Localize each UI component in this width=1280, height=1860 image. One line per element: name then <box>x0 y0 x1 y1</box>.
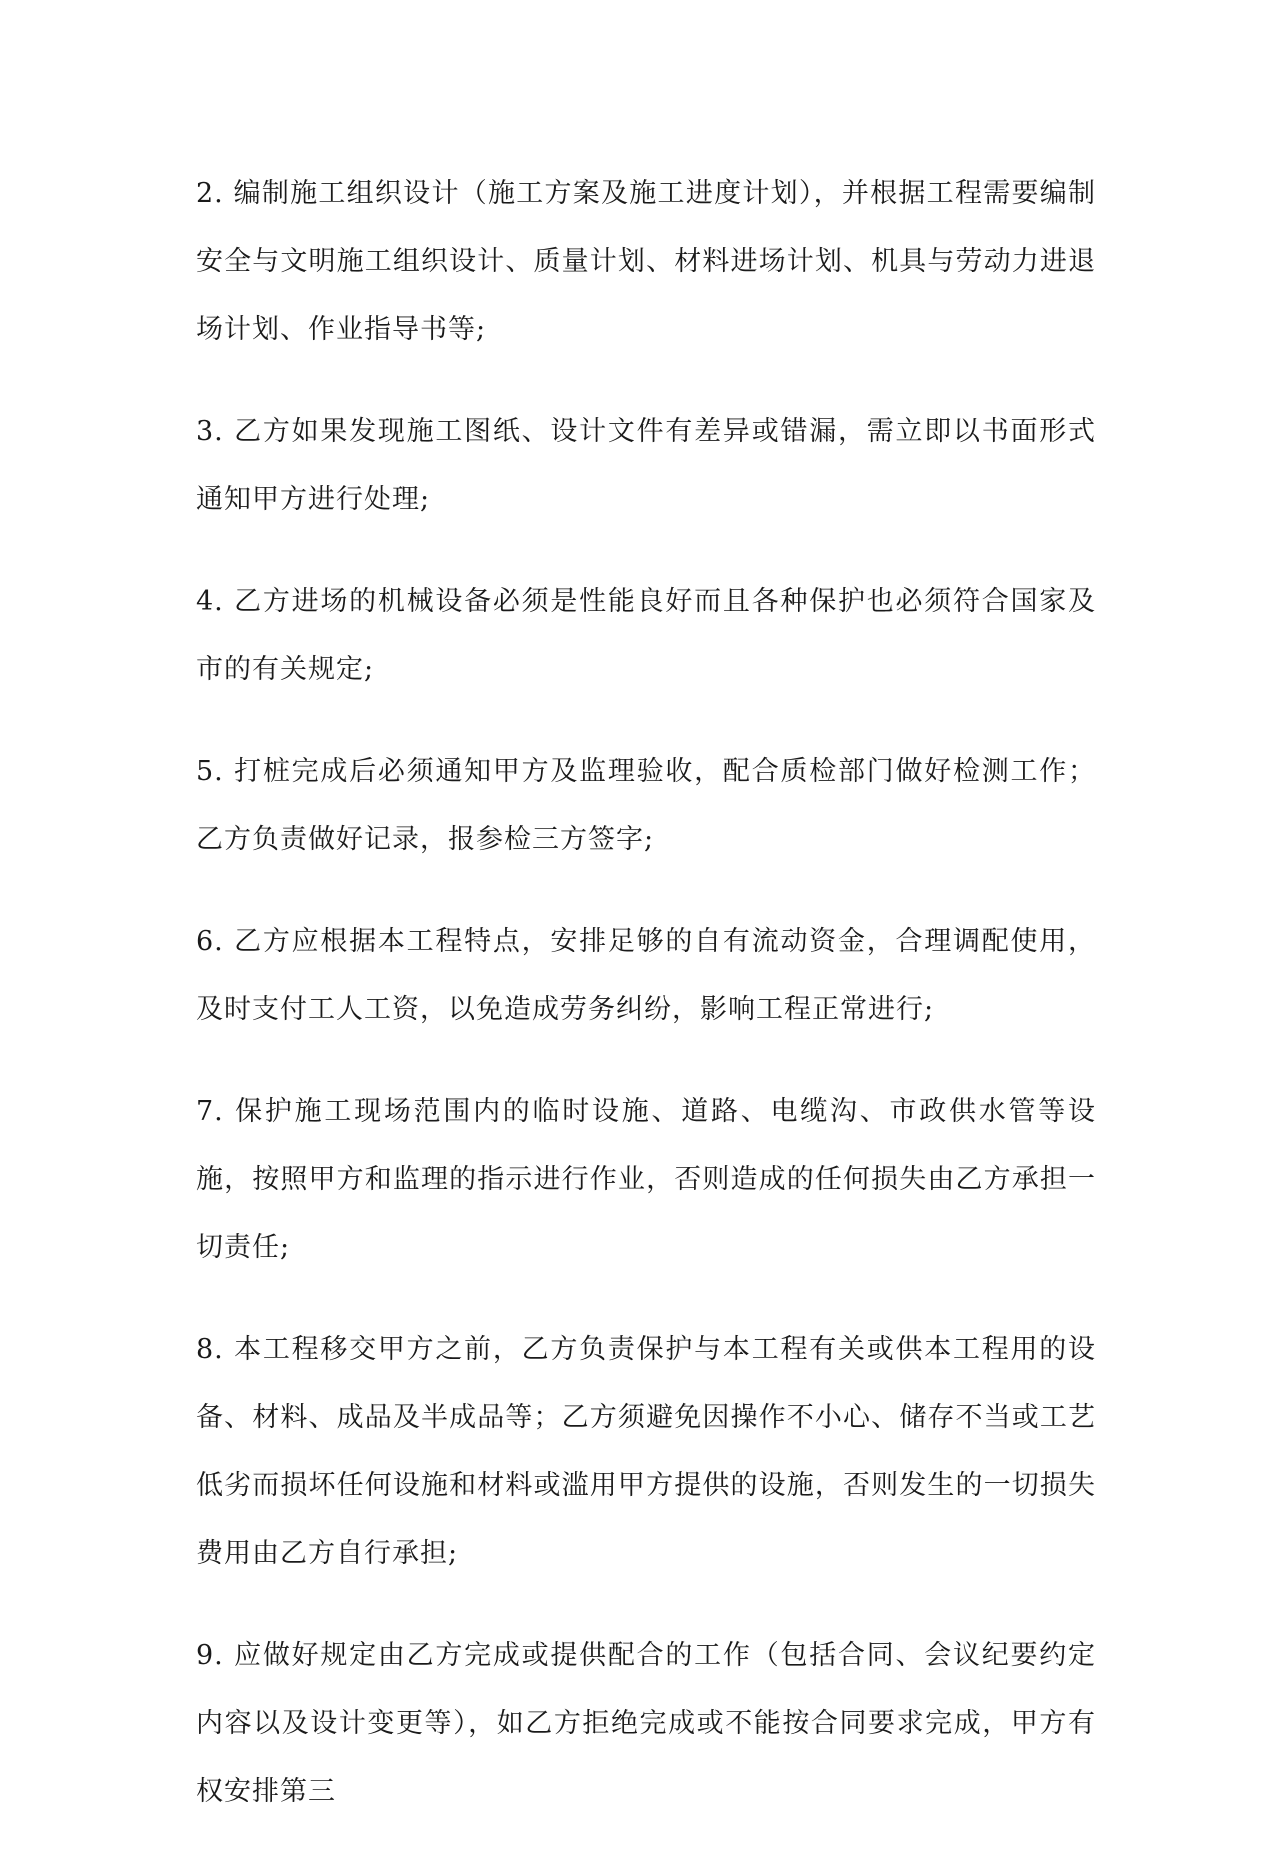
clause-4: 4. 乙方进场的机械设备必须是性能良好而且各种保护也必须符合国家及 市的有关规定; <box>196 586 1096 685</box>
clause-5: 5. 打桩完成后必须通知甲方及监理验收，配合质检部门做好检测工作；乙方负责做好记录，报参检三方签字; <box>196 756 1096 855</box>
document-body <box>196 160 1096 1860</box>
clause-7: 7. 保护施工现场范围内的临时设施、道路、电缆沟、市政供水管等设施，按照甲方和监理的指示进行作业，否则造成的任何损失由乙方承担一切责任; <box>196 1096 1096 1263</box>
clause-3: 3. 乙方如果发现施工图纸、设计文件有差异或错漏，需立即以书面形式通知甲方进行处理; <box>196 416 1096 515</box>
clause-6: 6. 乙方应根据本工程特点，安排足够的自有流动资金，合理调配使用，及时支付工人工资，以免造成劳务纠纷，影响工程正常进行; <box>196 926 1096 1025</box>
clause-8: 8. 本工程移交甲方之前，乙方负责保护与本工程有关或供本工程用的设备、材料、成品及半成品等；乙方须避免因操作不小心、储存不当或工艺低劣而损坏任何设施和材料或滥用甲方提供的设施，否则发生的一切损失费用由乙方自行承担; <box>196 1334 1096 1569</box>
clause-9: 9. 应做好规定由乙方完成或提供配合的工作（包括合同、会议纪要约定内容以及设计变更等），如乙方拒绝完成或不能按合同要求完成，甲方有权安排第三 <box>196 1640 1096 1807</box>
clause-2: 2. 编制施工组织设计（施工方案及施工进度计划），并根据工程需要编制安全与文明施工组织设计、质量计划、材料进场计划、机具与劳动力进退场计划、作业指导书等; <box>196 178 1096 345</box>
